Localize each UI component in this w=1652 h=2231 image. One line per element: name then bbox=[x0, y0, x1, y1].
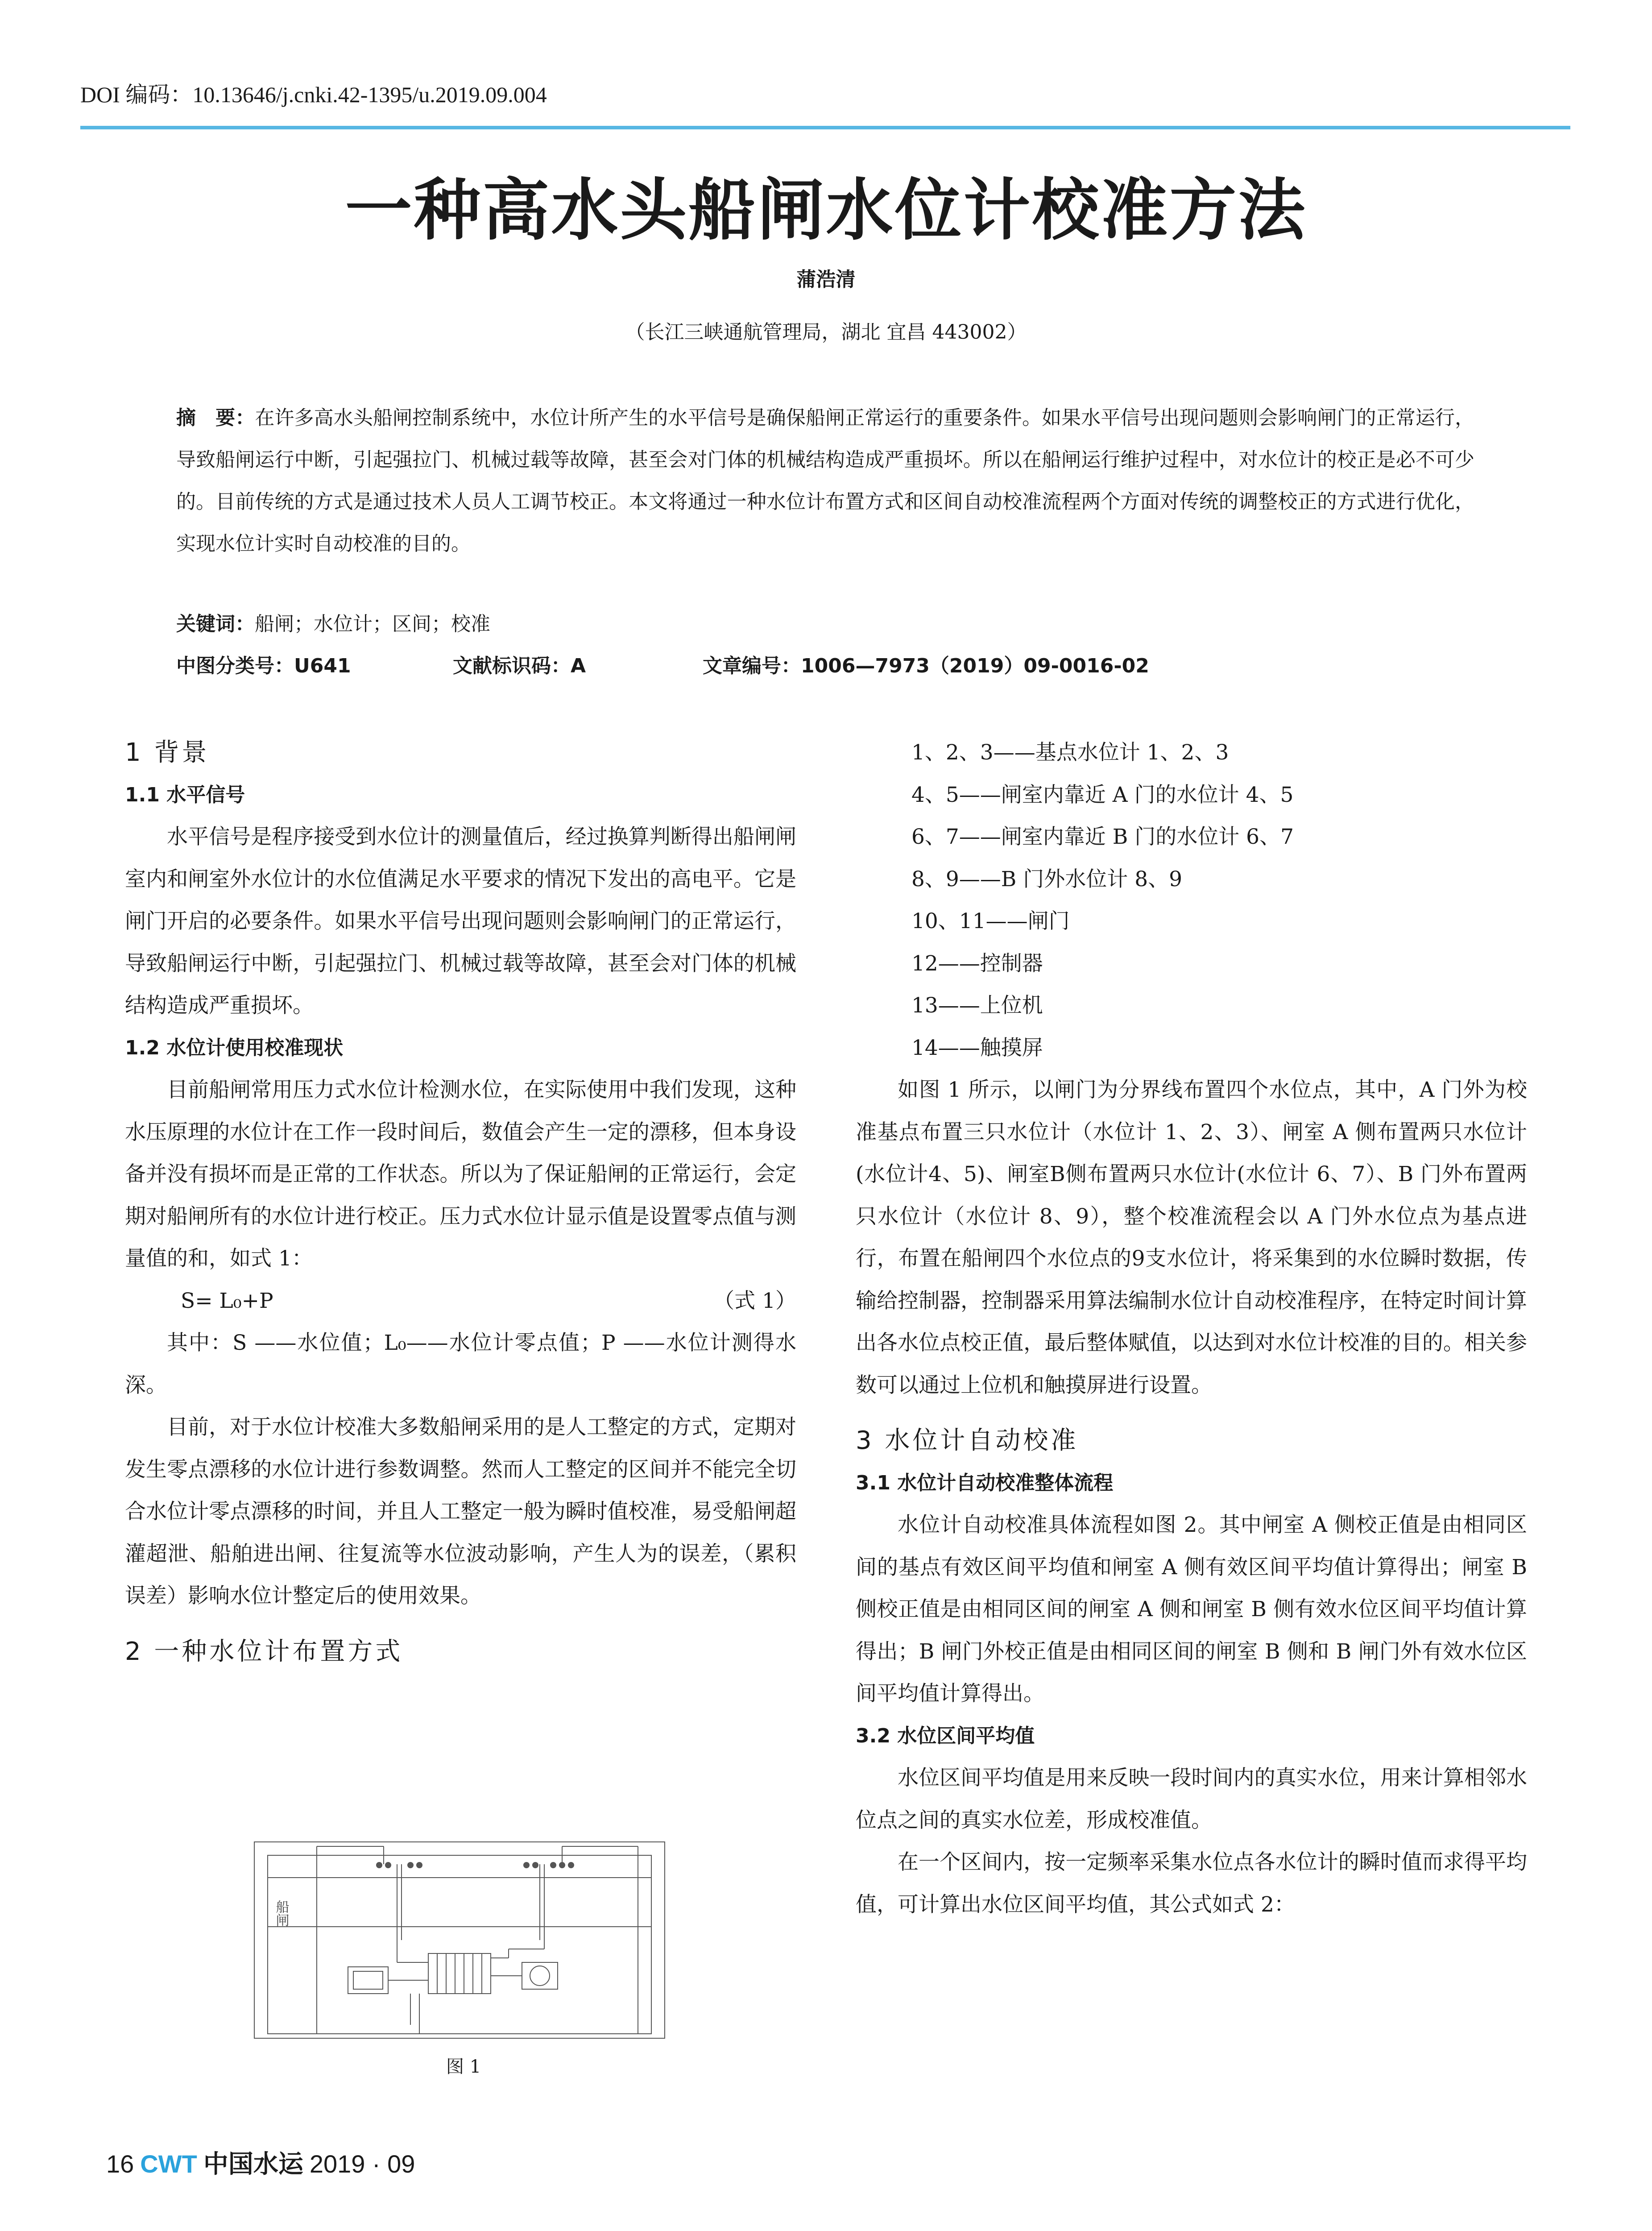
header-rule bbox=[80, 126, 1570, 129]
right-column bbox=[856, 732, 1527, 1926]
paragraph: 在一个区间内，按一定频率采集水位点各水位计的瞬时值而求得平均值，可计算出水位区间平均值，其公式如式 2： bbox=[856, 1850, 1527, 1917]
legend-item: 14——触摸屏 bbox=[911, 1035, 1043, 1060]
figure-1-diagram bbox=[250, 1837, 678, 2047]
equation-label: （式 1） bbox=[713, 1288, 796, 1313]
sensor-7 bbox=[416, 1862, 422, 1868]
section-2-heading: 2 一种水位计布置方式 bbox=[125, 1637, 403, 1666]
sensor-6 bbox=[407, 1862, 414, 1868]
legend-item: 13——上位机 bbox=[911, 993, 1043, 1018]
legend-item: 8、9——B 门外水位计 8、9 bbox=[911, 867, 1183, 892]
legend-item: 6、7——闸室内靠近 B 门的水位计 6、7 bbox=[911, 825, 1294, 849]
sensor-2 bbox=[559, 1862, 565, 1868]
outer-frame bbox=[254, 1842, 665, 2038]
legend-item: 4、5——闸室内靠近 A 门的水位计 4、5 bbox=[911, 782, 1294, 807]
figure-1-legend bbox=[856, 732, 1527, 1069]
paragraph: 水位区间平均值是用来反映一段时间内的真实水位，用来计算相邻水位点之间的真实水位差，形成校准值。 bbox=[856, 1766, 1527, 1833]
legend-item: 10、11——闸门 bbox=[911, 909, 1070, 933]
equation-1 bbox=[125, 1280, 796, 1323]
section-3-heading: 3 水位计自动校准 bbox=[856, 1426, 1079, 1455]
legend-item: 12——控制器 bbox=[911, 951, 1043, 976]
document-code: 文献标识码：A bbox=[453, 655, 586, 677]
author: 蒲浩清 bbox=[796, 268, 856, 291]
sensor-1 bbox=[550, 1862, 556, 1868]
figure-1-caption: 图 1 bbox=[446, 2057, 481, 2077]
section-3-2-heading: 3.2 水位区间平均值 bbox=[856, 1724, 1035, 1747]
abstract bbox=[176, 397, 1474, 565]
abstract-label: 摘 要： bbox=[176, 406, 255, 429]
paragraph: 水位计自动校准具体流程如图 2。其中闸室 A 侧校正值是由相同区间的基点有效区间平均值和闸室 A 侧有效区间平均值计算得出；闸室 B 侧校正值是由相同区间的闸室 A 侧和闸室 B 侧有效水位区间平均值计算得出；B 闸门外校正值是由相同区间的闸室 B 侧和 B 闸门外有效水位区间平均值计算得出。 bbox=[856, 1513, 1527, 1706]
section-1-1-heading: 1.1 水平信号 bbox=[125, 783, 245, 806]
issue: 2019 · 09 bbox=[309, 2150, 415, 2178]
magazine-name: 中国水运 bbox=[203, 2150, 303, 2179]
paragraph: 水平信号是程序接受到水位计的测量值后，经过换算判断得出船闸闸室内和闸室外水位计的水位值满足水平要求的情况下发出的高电平。它是闸门开启的必要条件。如果水平信号出现问题则会影响闸门的正常运行，导致船闸运行中断，引起强拉门、机械过载等故障，甚至会对门体的机械结构造成严重损坏。 bbox=[125, 825, 796, 1018]
section-1-2-heading: 1.2 水位计使用校准现状 bbox=[125, 1036, 344, 1059]
inner-frame bbox=[268, 1855, 651, 2034]
legend-item: 1、2、3——基点水位计 1、2、3 bbox=[911, 740, 1229, 765]
page-footer bbox=[106, 2144, 415, 2180]
paragraph: 如图 1 所示，以闸门为分界线布置四个水位点，其中，A 门外为校准基点布置三只水位计（水位计 1、2、3）、闸室 A 侧布置两只水位计(水位计4、5)、闸室B侧布置两只水位计(水位计 6、7）、B 门外布置两只水位计（水位计 8、9），整个校准流程会以 A 门外水位点为基点进行，布置在船闸四个水位点的9支水位计，将采集到的水位瞬时数据，传输给控制器，控制器采用算法编制水位计自动校准程序，在特定时间计算出各水位点校正值，最后整体赋值，以达到对水位计校准的目的。相关参数可以通过上位机和触摸屏进行设置。 bbox=[856, 1078, 1527, 1397]
keywords-label: 关键词： bbox=[176, 613, 255, 635]
abstract-text: 在许多高水头船闸控制系统中，水位计所产生的水平信号是确保船闸正常运行的重要条件。如果水平信号出现问题则会影响闸门的正常运行，导致船闸运行中断，引起强拉门、机械过载等故障，甚至会对门体的机械结构造成严重损坏。所以在船闸运行维护过程中，对水位计的校正是必不可少的。目前传统的方式是通过技术人员人工调节校正。本文将通过一种水位计布置方式和区间自动校准流程两个方面对传统的调整校正的方式进行优化，实现水位计实时自动校准的目的。 bbox=[176, 406, 1474, 555]
paper-title: 一种高水头船闸水位计校准方法 bbox=[345, 171, 1307, 249]
equation-body: S= L₀+P bbox=[181, 1288, 273, 1313]
article-number: 文章编号：1006—7973（2019）09-0016-02 bbox=[703, 655, 1149, 677]
paragraph: 其中：S ——水位值；L₀——水位计零点值；P ——水位计测得水深。 bbox=[125, 1331, 796, 1397]
section-1-heading: 1 背景 bbox=[125, 738, 210, 767]
affiliation: （长江三峡通航管理局，湖北 宜昌 443002） bbox=[625, 321, 1027, 344]
clc-number: 中图分类号：U641 bbox=[176, 655, 351, 677]
page-number: 16 bbox=[106, 2150, 134, 2178]
sensor-5 bbox=[532, 1862, 538, 1868]
left-column bbox=[125, 732, 796, 1673]
paragraph: 目前，对于水位计校准大多数船闸采用的是人工整定的方式，定期对发生零点漂移的水位计进行参数调整。然而人工整定的区间并不能完全切合水位计零点漂移的时间，并且人工整定一般为瞬时值校准，易受船闸超灌超泄、船舶进出闸、往复流等水位波动影响，产生人为的误差，（累积误差）影响水位计整定后的使用效果。 bbox=[125, 1415, 796, 1608]
sensor-8 bbox=[376, 1862, 382, 1868]
figure-lock-label: 船闸 bbox=[273, 1900, 289, 1927]
section-3-1-heading: 3.1 水位计自动校准整体流程 bbox=[856, 1471, 1114, 1494]
sensor-3 bbox=[568, 1862, 574, 1868]
doi-line: DOI 编码：10.13646/j.cnki.42-1395/u.2019.09.004 bbox=[80, 82, 547, 107]
sensor-9 bbox=[385, 1862, 391, 1868]
paragraph: 目前船闸常用压力式水位计检测水位，在实际使用中我们发现，这种水压原理的水位计在工作一段时间后，数值会产生一定的漂移，但本身设备并没有损坏而是正常的工作状态。所以为了保证船闸的正常运行，会定期对船闸所有的水位计进行校正。压力式水位计显示值是设置零点值与测量值的和，如式 1： bbox=[125, 1078, 796, 1271]
brand-logo: CWT bbox=[140, 2150, 197, 2178]
sensor-4 bbox=[523, 1862, 530, 1868]
keywords-text: 船闸；水位计；区间；校准 bbox=[255, 613, 490, 635]
keywords bbox=[176, 608, 490, 636]
classification-row bbox=[176, 650, 1149, 678]
